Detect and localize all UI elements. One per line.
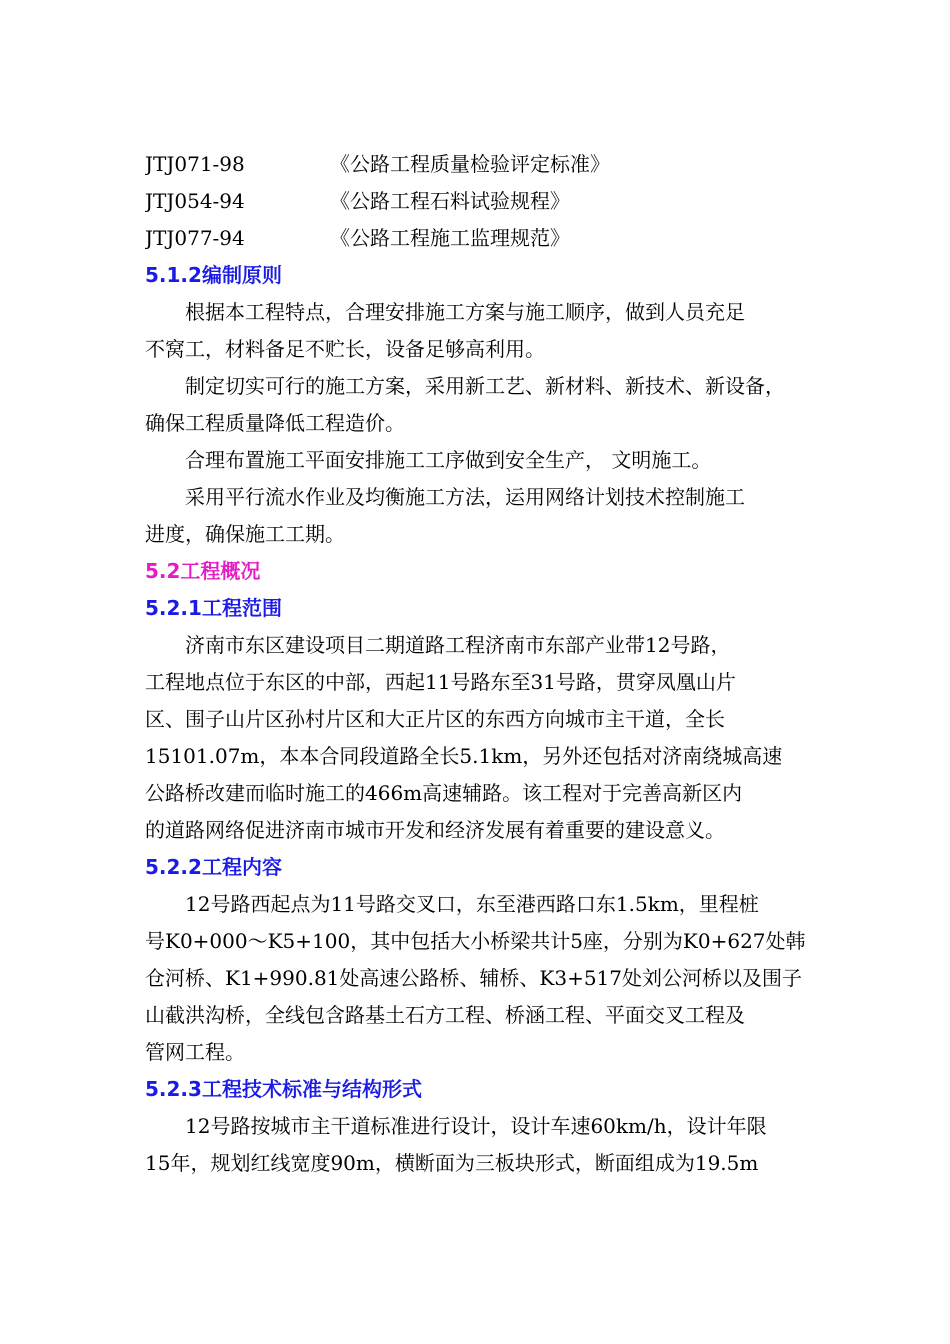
standard-row: [145, 183, 810, 220]
standard-name: 《公路工程质量检验评定标准》: [330, 152, 610, 176]
paragraph-line: 合理布置施工平面安排施工工序做到安全生产， 文明施工。: [185, 448, 712, 472]
standard-code: JTJ054-94: [145, 189, 245, 213]
paragraph-line: 确保工程质量降低工程造价。: [145, 411, 405, 435]
standard-name: 《公路工程石料试验规程》: [330, 189, 570, 213]
standard-row: [145, 146, 810, 183]
paragraph-line: 管网工程。: [145, 1040, 245, 1064]
paragraph-line: 济南市东区建设项目二期道路工程济南市东部产业带12号路，: [185, 633, 731, 657]
paragraph-line: 15年，规划红线宽度90m，横断面为三板块形式，断面组成为19.5m: [145, 1151, 759, 1175]
paragraph-line: 的道路网络促进济南市城市开发和经济发展有着重要的建设意义。: [145, 818, 725, 842]
standard-row: [145, 220, 810, 257]
section-heading-5-2-2: 5.2.2工程内容: [145, 855, 282, 879]
paragraph-line: 制定切实可行的施工方案，采用新工艺、新材料、新技术、新设备，: [185, 374, 785, 398]
section-heading-5-2: 5.2工程概况: [145, 559, 261, 583]
paragraph-line: 采用平行流水作业及均衡施工方法，运用网络计划技术控制施工: [185, 485, 745, 509]
paragraph-line: 进度，确保施工工期。: [145, 522, 345, 546]
document-page: [145, 146, 810, 1182]
paragraph-line: 山截洪沟桥，全线包含路基土石方工程、桥涵工程、平面交叉工程及: [145, 1003, 745, 1027]
paragraph-line: 12号路按城市主干道标准进行设计，设计车速60km/h，设计年限: [185, 1114, 767, 1138]
paragraph-line: 不窝工，材料备足不贮长，设备足够高利用。: [145, 337, 545, 361]
standard-name: 《公路工程施工监理规范》: [330, 226, 570, 250]
section-heading-5-1-2: 5.1.2编制原则: [145, 263, 282, 287]
paragraph-line: 号K0+000～K5+100，其中包括大小桥梁共计5座，分别为K0+627处韩: [145, 929, 806, 953]
section-heading-5-2-1: 5.2.1工程范围: [145, 596, 282, 620]
section-heading-5-2-3: 5.2.3工程技术标准与结构形式: [145, 1077, 422, 1101]
standard-code: JTJ077-94: [145, 226, 245, 250]
paragraph-line: 区、围子山片区孙村片区和大正片区的东西方向城市主干道，全长: [145, 707, 725, 731]
paragraph-line: 仓河桥、K1+990.81处高速公路桥、辅桥、K3+517处刘公河桥以及围子: [145, 966, 803, 990]
paragraph-line: 12号路西起点为11号路交叉口，东至港西路口东1.5km，里程桩: [185, 892, 759, 916]
paragraph-line: 工程地点位于东区的中部，西起11号路东至31号路，贯穿凤凰山片: [145, 670, 736, 694]
paragraph-line: 15101.07m，本本合同段道路全长5.1km，另外还包括对济南绕城高速: [145, 744, 783, 768]
standard-code: JTJ071-98: [145, 152, 245, 176]
paragraph-line: 根据本工程特点，合理安排施工方案与施工顺序，做到人员充足: [185, 300, 745, 324]
paragraph-line: 公路桥改建而临时施工的466m高速辅路。该工程对于完善高新区内: [145, 781, 743, 805]
